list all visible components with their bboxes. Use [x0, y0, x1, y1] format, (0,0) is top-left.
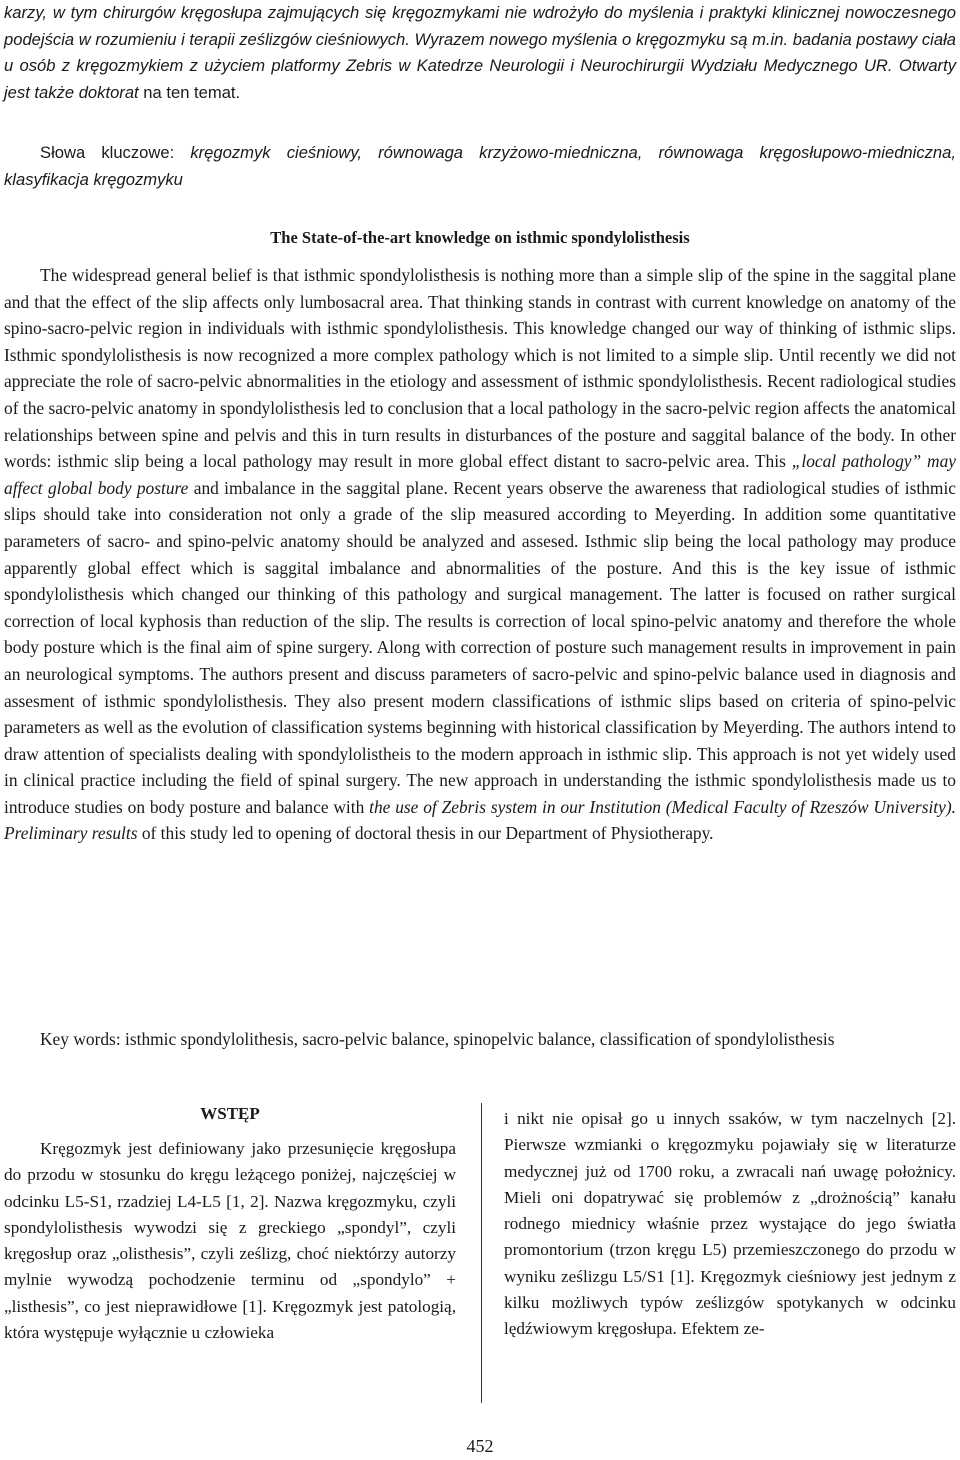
wstep-left-column: Kręgozmyk jest definiowany jako przesunięcie kręgosłupa do przodu w stosunku do kręgu leżącego poniżej, najczęściej w odcinku L5-S1, rzadziej L4-L5 [1, 2]. Nazwa kręgozmyku, czyli spondylolisthesis wywodzi się z greckiego „spondyl”, czyli kręgosłup oraz „olisthesis”, czyli ześlizg, choć niektórzy autorzy mylnie wywodzą pochodzenie terminu od „spondylo” + „listhesis”, co jest nieprawidłowe [1]. Kręgozmyk jest patologią, która występuje wyłącznie u człowieka: [4, 1139, 456, 1343]
keywords-terms: kręgozmyk cieśniowy, równowaga krzyżowo-miedniczna, równowaga kręgosłupowo-miedniczna, klasyfikacja kręgozmyku: [4, 143, 956, 189]
wstep-right-column: i nikt nie opisał go u innych ssaków, w tym naczelnych [2]. Pierwsze wzmianki o kręgozmyku pojawiały się w literaturze medycznej już od 1700 roku, a zwracali nań uwagę położnicy. Mieli oni dopatrywać się problemów z „drożnością” kanału rodnego miednicy właśnie przez wystające do jego światła promontorium (trzon kręgu L5) przemieszczonego do przodu w wyniku ześlizgu L5/S1 [1]. Kręgozmyk cieśniowy jest jednym z kilku możliwych typów ześlizgów spotykanych w odcinku lędźwiowym kręgosłupa. Efektem ze-: [504, 1109, 956, 1339]
abstract-quote: „local pathology” may affect global body posture: [4, 451, 956, 498]
polish-tail-italic: karzy, w tym chirurgów kręgosłupa zajmujących się kręgozmykami nie wdrożyło do myślenia i praktyki klinicznej nowoczesnego podejścia w rozumieniu i terapii ześlizgów cieśniowych. Wyrazem nowego myślenia o kręgozmyku są m.in. badania postawy ciała u osób z kręgozmykiem z użyciem platformy Zebris w Katedrze Neurologii i Neurochirurgii Wydziału Medycznego UR. Otwarty jest także doktorat: [4, 3, 956, 102]
polish-abstract-tail: [4, 0, 956, 106]
english-key-words: Key words: isthmic spondylolithesis, sacro-pelvic balance, spinopelvic balance, classification of spondylolisthesis: [40, 1029, 835, 1049]
page-number: 452: [466, 1436, 494, 1456]
english-title: The State-of-the-art knowledge on isthmic spondylolisthesis: [270, 228, 690, 247]
abstract-part-3: of this study led to opening of doctoral thesis in our Department of Physiotherapy.: [137, 823, 714, 844]
section-heading-wstep: WSTĘP: [200, 1104, 260, 1123]
polish-tail-end: na ten temat.: [143, 82, 241, 102]
polish-keywords: [4, 140, 956, 193]
column-divider: [481, 1103, 482, 1403]
abstract-italic-tail: the use of Zebris system in our Institution (Medical Faculty of Rzeszów University). Preliminary results: [4, 796, 956, 844]
english-abstract: [4, 262, 956, 847]
abstract-part-2: and imbalance in the saggital plane. Recent years observe the awareness that radiological studies of isthmic slips should take into consideration not only a grade of the slip measured according to Meyerding. In addition some quantitative parameters of sacro- and spino-pelvic anatomy should be analyzed and assesed. Isthmic slip being the local pathology may produce apparently global effect which is saggital imbalance and abnormalities of the posture. And this is the key issue of isthmic spondylolisthesis which changed our thinking of this pathology and surgical management. The latter is focused on rather surgical correction of local kyphosis than reduction of the slip. The results is correction of local spino-pelvic anatomy and therefore the whole body posture which is the final aim of spine surgery. Along with correction of posture such management results in improvement in pain an neurological symptoms. The authors present and discuss parameters of sacro-pelvic and spino-pelvic balance used in diagnosis and assesment of isthmic spondylolisthesis. They also present modern classifications of isthmic slips based on criteria of spino-pelvic parameters as well as the evolution of classification systems beginning with historical classification by Meyerding. The authors intend to draw attention of specialists dealing with spondylolistheis to the modern approach in isthmic slip. This approach is not yet widely used in clinical practice including the field of spinal surgery. The new approach in understanding the isthmic spondylolisthesis made us to introduce studies on body posture and balance with: [4, 477, 957, 817]
keywords-label: Słowa kluczowe:: [40, 143, 191, 162]
abstract-part-1: The widespread general belief is that isthmic spondylolisthesis is nothing more than a simple slip of the spine in the saggital plane and that the effect of the slip affects only lumbosacral area. That thinking stands in contrast with current knowledge on anatomy of the spino-sacro-pelvic region in individuals with isthmic spondylolisthesis. This knowledge changed our way of thinking of isthmic slips. Isthmic spondylolisthesis is now recognized a more complex pathology which is not limited to a simple slip. Until recently we did not appreciate the role of sacro-pelvic abnormalities in the etiology and assessment of isthmic spondylolisthesis. Recent radiological studies of the sacro-pelvic anatomy in spondylolisthesis led to conclusion that a local pathology in the sacro-pelvic region affects the anatomical relationships between spine and pelvis and this in turn results in disturbances of the posture and saggital balance of the body. In other words: isthmic slip being a local pathology may result in more global effect distant to sacro-pelvic area. This: [4, 265, 956, 472]
